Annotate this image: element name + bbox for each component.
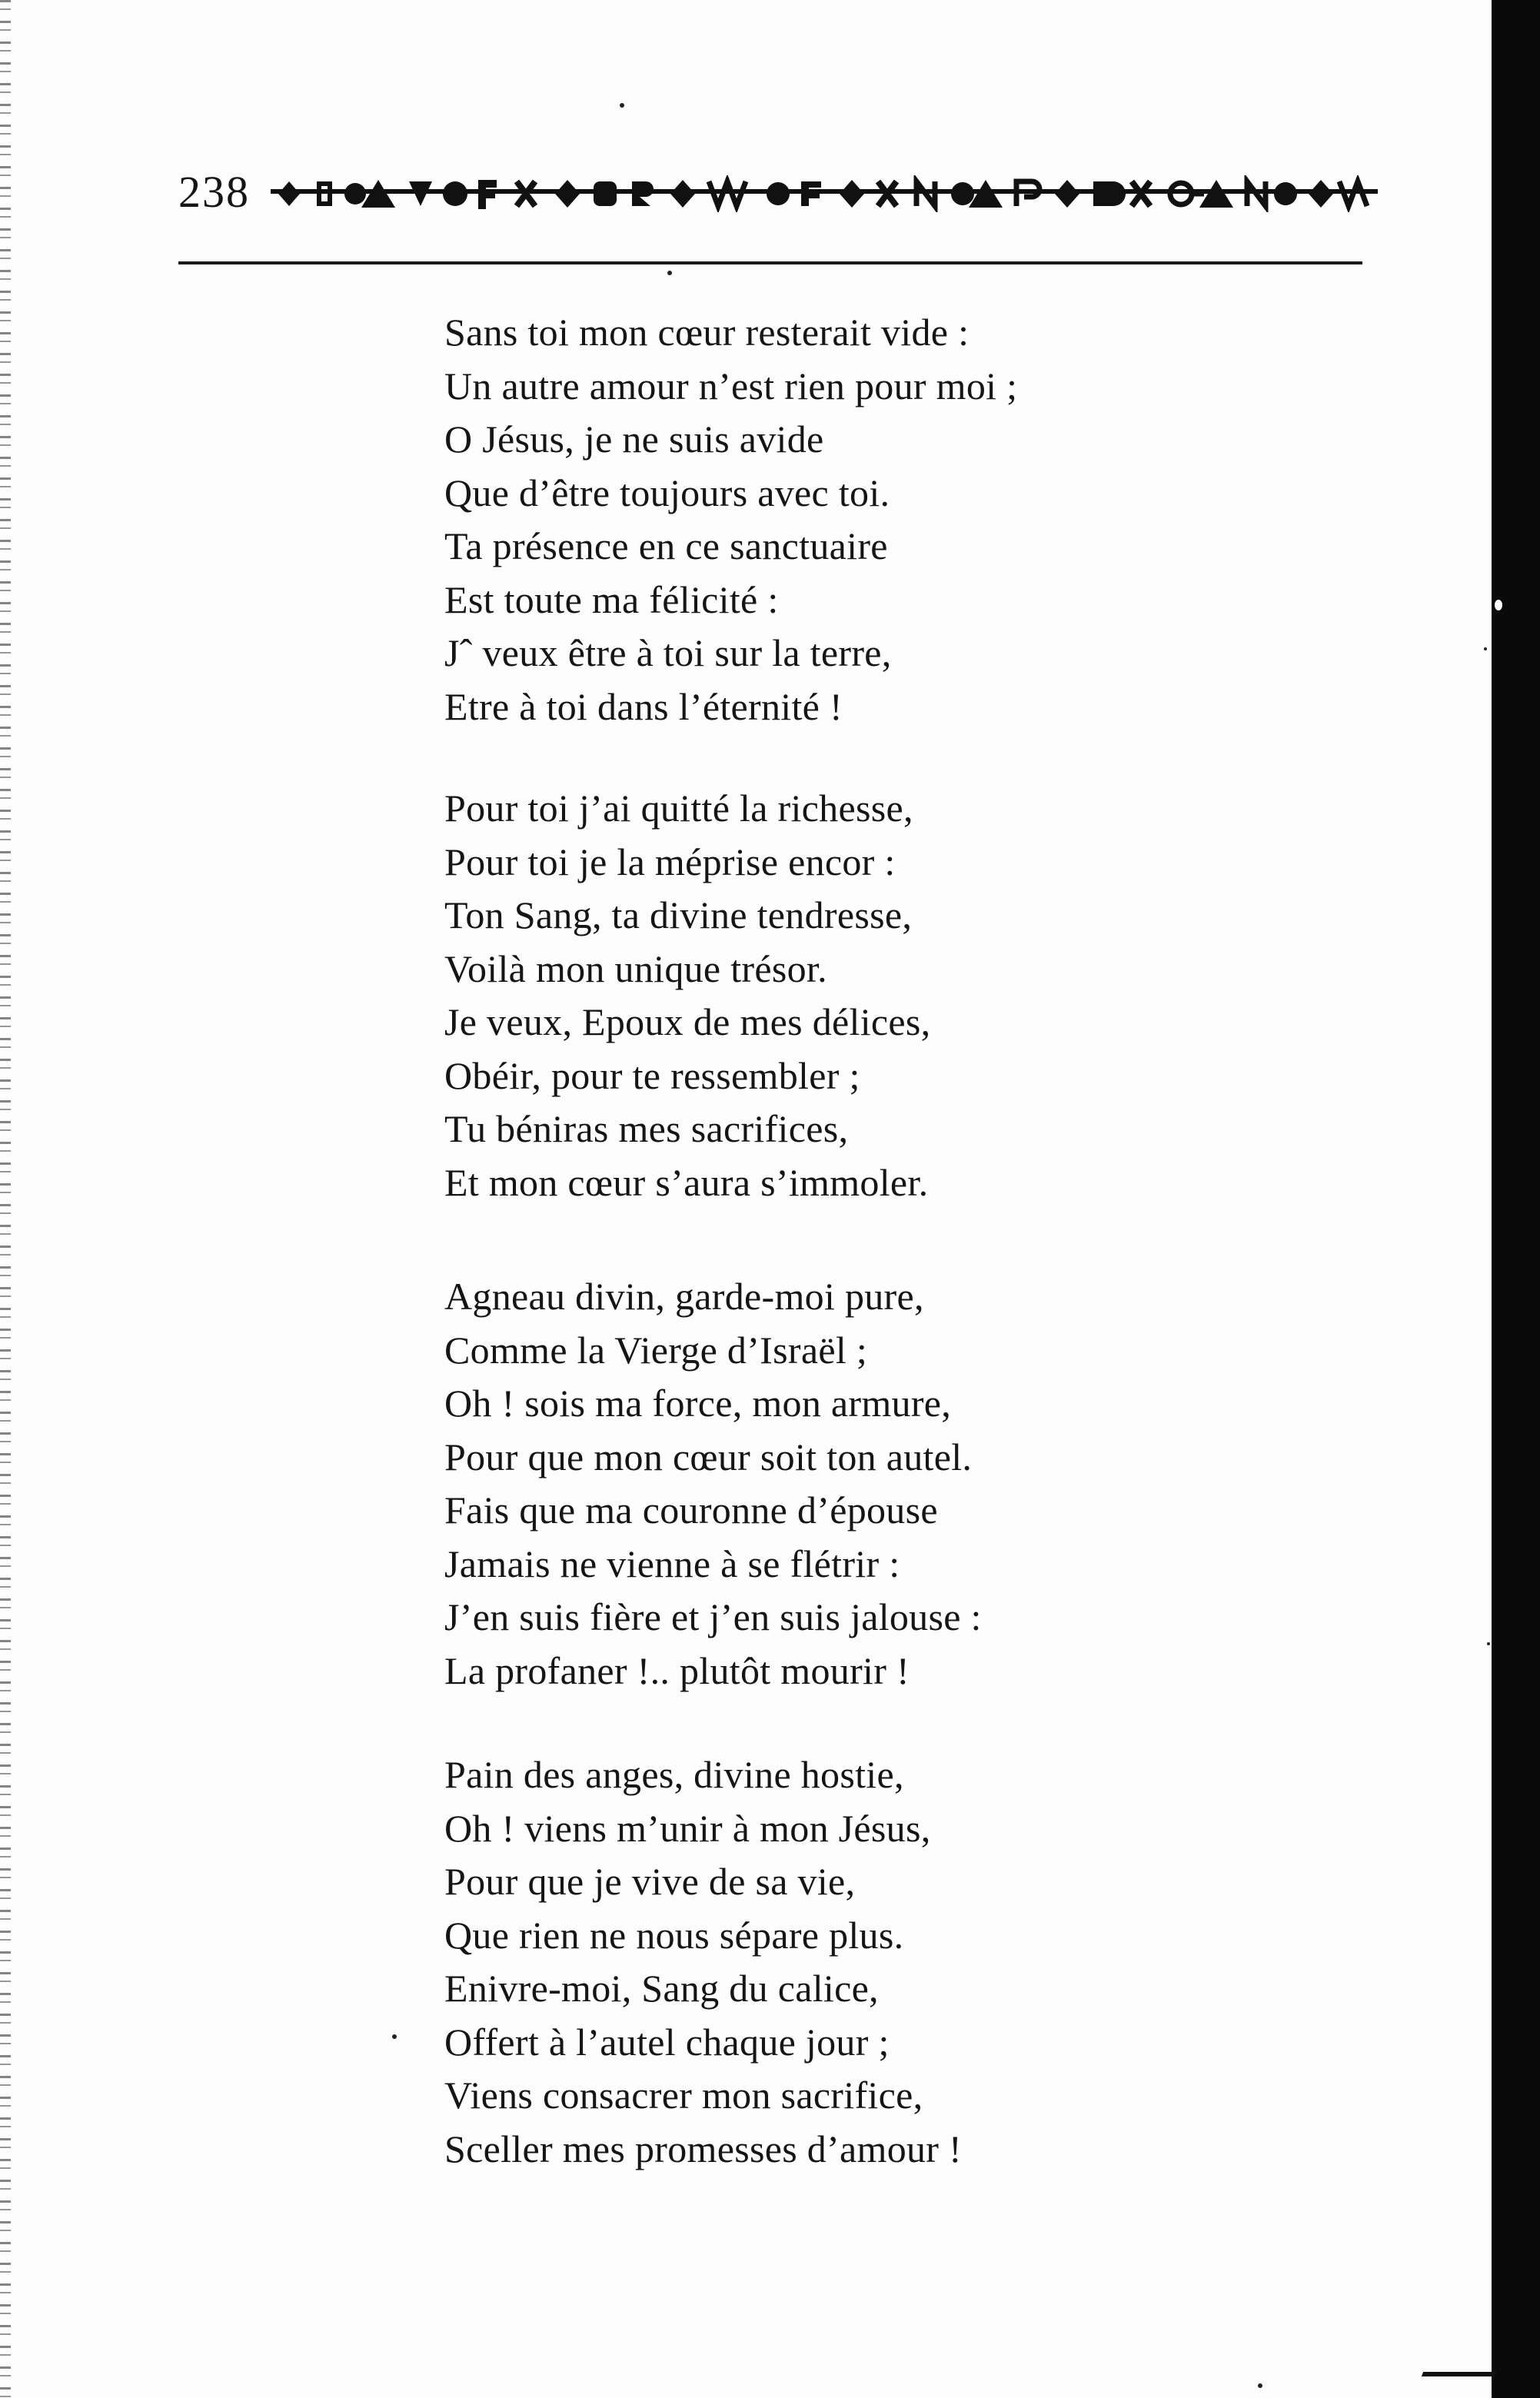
verse-line: Pour toi j’ai quitté la richesse,: [444, 787, 913, 830]
verse-line: La profaner !.. plutôt mourir !: [444, 1648, 910, 1692]
verse-line: Pour que je vive de sa vie,: [444, 1860, 856, 1903]
verse-line: Oh ! viens m’unir à mon Jésus,: [444, 1806, 931, 1850]
verse-line: Un autre amour n’est rien pour moi ;: [444, 364, 1018, 407]
verse-line: Fais que ma couronne d’épouse: [444, 1488, 938, 1532]
verse-line: Que d’être toujours avec toi.: [444, 471, 890, 514]
stanza-1: [444, 306, 1213, 733]
verse-line: Viens consacrer mon sacrifice,: [444, 2074, 923, 2117]
ink-speck: [1484, 647, 1487, 650]
verse-line: Pour que mon cœur soit ton autel.: [444, 1435, 973, 1478]
verse-line: Et mon cœur s’aura s’immoler.: [444, 1160, 929, 1204]
decorative-header-ornament-icon: [271, 175, 1378, 212]
stanza-4: [444, 1748, 1213, 2176]
ink-speck: [1258, 2383, 1262, 2388]
verse-line: Comme la Vierge d’Israël ;: [444, 1328, 868, 1372]
page-edge-scan-artifact: [0, 0, 11, 2398]
verse-line: Je veux, Epoux de mes délices,: [444, 1000, 931, 1043]
verse-line: Ton Sang, ta divine tendresse,: [444, 893, 913, 936]
ink-speck: [1487, 1642, 1490, 1645]
verse-line: Pain des anges, divine hostie,: [444, 1753, 904, 1796]
verse-line: Tu béniras mes sacrifices,: [444, 1107, 849, 1150]
ink-speck: [667, 271, 672, 275]
verse-line: Enivre-moi, Sang du calice,: [444, 1967, 879, 2010]
verse-line: O Jésus, je ne suis avide: [444, 417, 824, 461]
verse-line: Agneau divin, garde-moi pure,: [444, 1275, 924, 1318]
verse-line: Voilà mon unique trésor.: [444, 946, 827, 990]
verse-line: Pour toi je la méprise encor :: [444, 840, 896, 883]
verse-line: Sceller mes promesses d’amour !: [444, 2127, 962, 2170]
verse-line: Oh ! sois ma force, mon armure,: [444, 1382, 952, 1425]
stanza-3: [444, 1270, 1213, 1698]
stanza-2: [444, 782, 1213, 1209]
verse-line: Etre à toi dans l’éternité !: [444, 684, 843, 728]
page-number: 238: [178, 167, 250, 217]
verse-line: Jˆ veux être à toi sur la terre,: [444, 631, 892, 674]
verse-line: J’en suis fière et j’en suis jalouse :: [444, 1595, 982, 1638]
header-divider: [178, 261, 1362, 264]
verse-line: Est toute ma félicité :: [444, 577, 779, 621]
ink-speck: [620, 103, 624, 108]
binding-edge: [1492, 0, 1540, 2398]
verse-line: Offert à l’autel chaque jour ;: [444, 2020, 890, 2064]
verse-line: Que rien ne nous sépare plus.: [444, 1913, 904, 1957]
verse-line: Obéir, pour te ressembler ;: [444, 1053, 860, 1097]
verse-line: Jamais ne vienne à se flétrir :: [444, 1542, 900, 1585]
ink-speck: [392, 2034, 397, 2039]
verse-line: Ta présence en ce sanctuaire: [444, 524, 888, 567]
binding-edge-foot: [1422, 2372, 1496, 2376]
running-header: [178, 161, 1378, 223]
binding-edge-notch: [1495, 600, 1502, 610]
verse-line: Sans toi mon cœur resterait vide :: [444, 311, 970, 354]
